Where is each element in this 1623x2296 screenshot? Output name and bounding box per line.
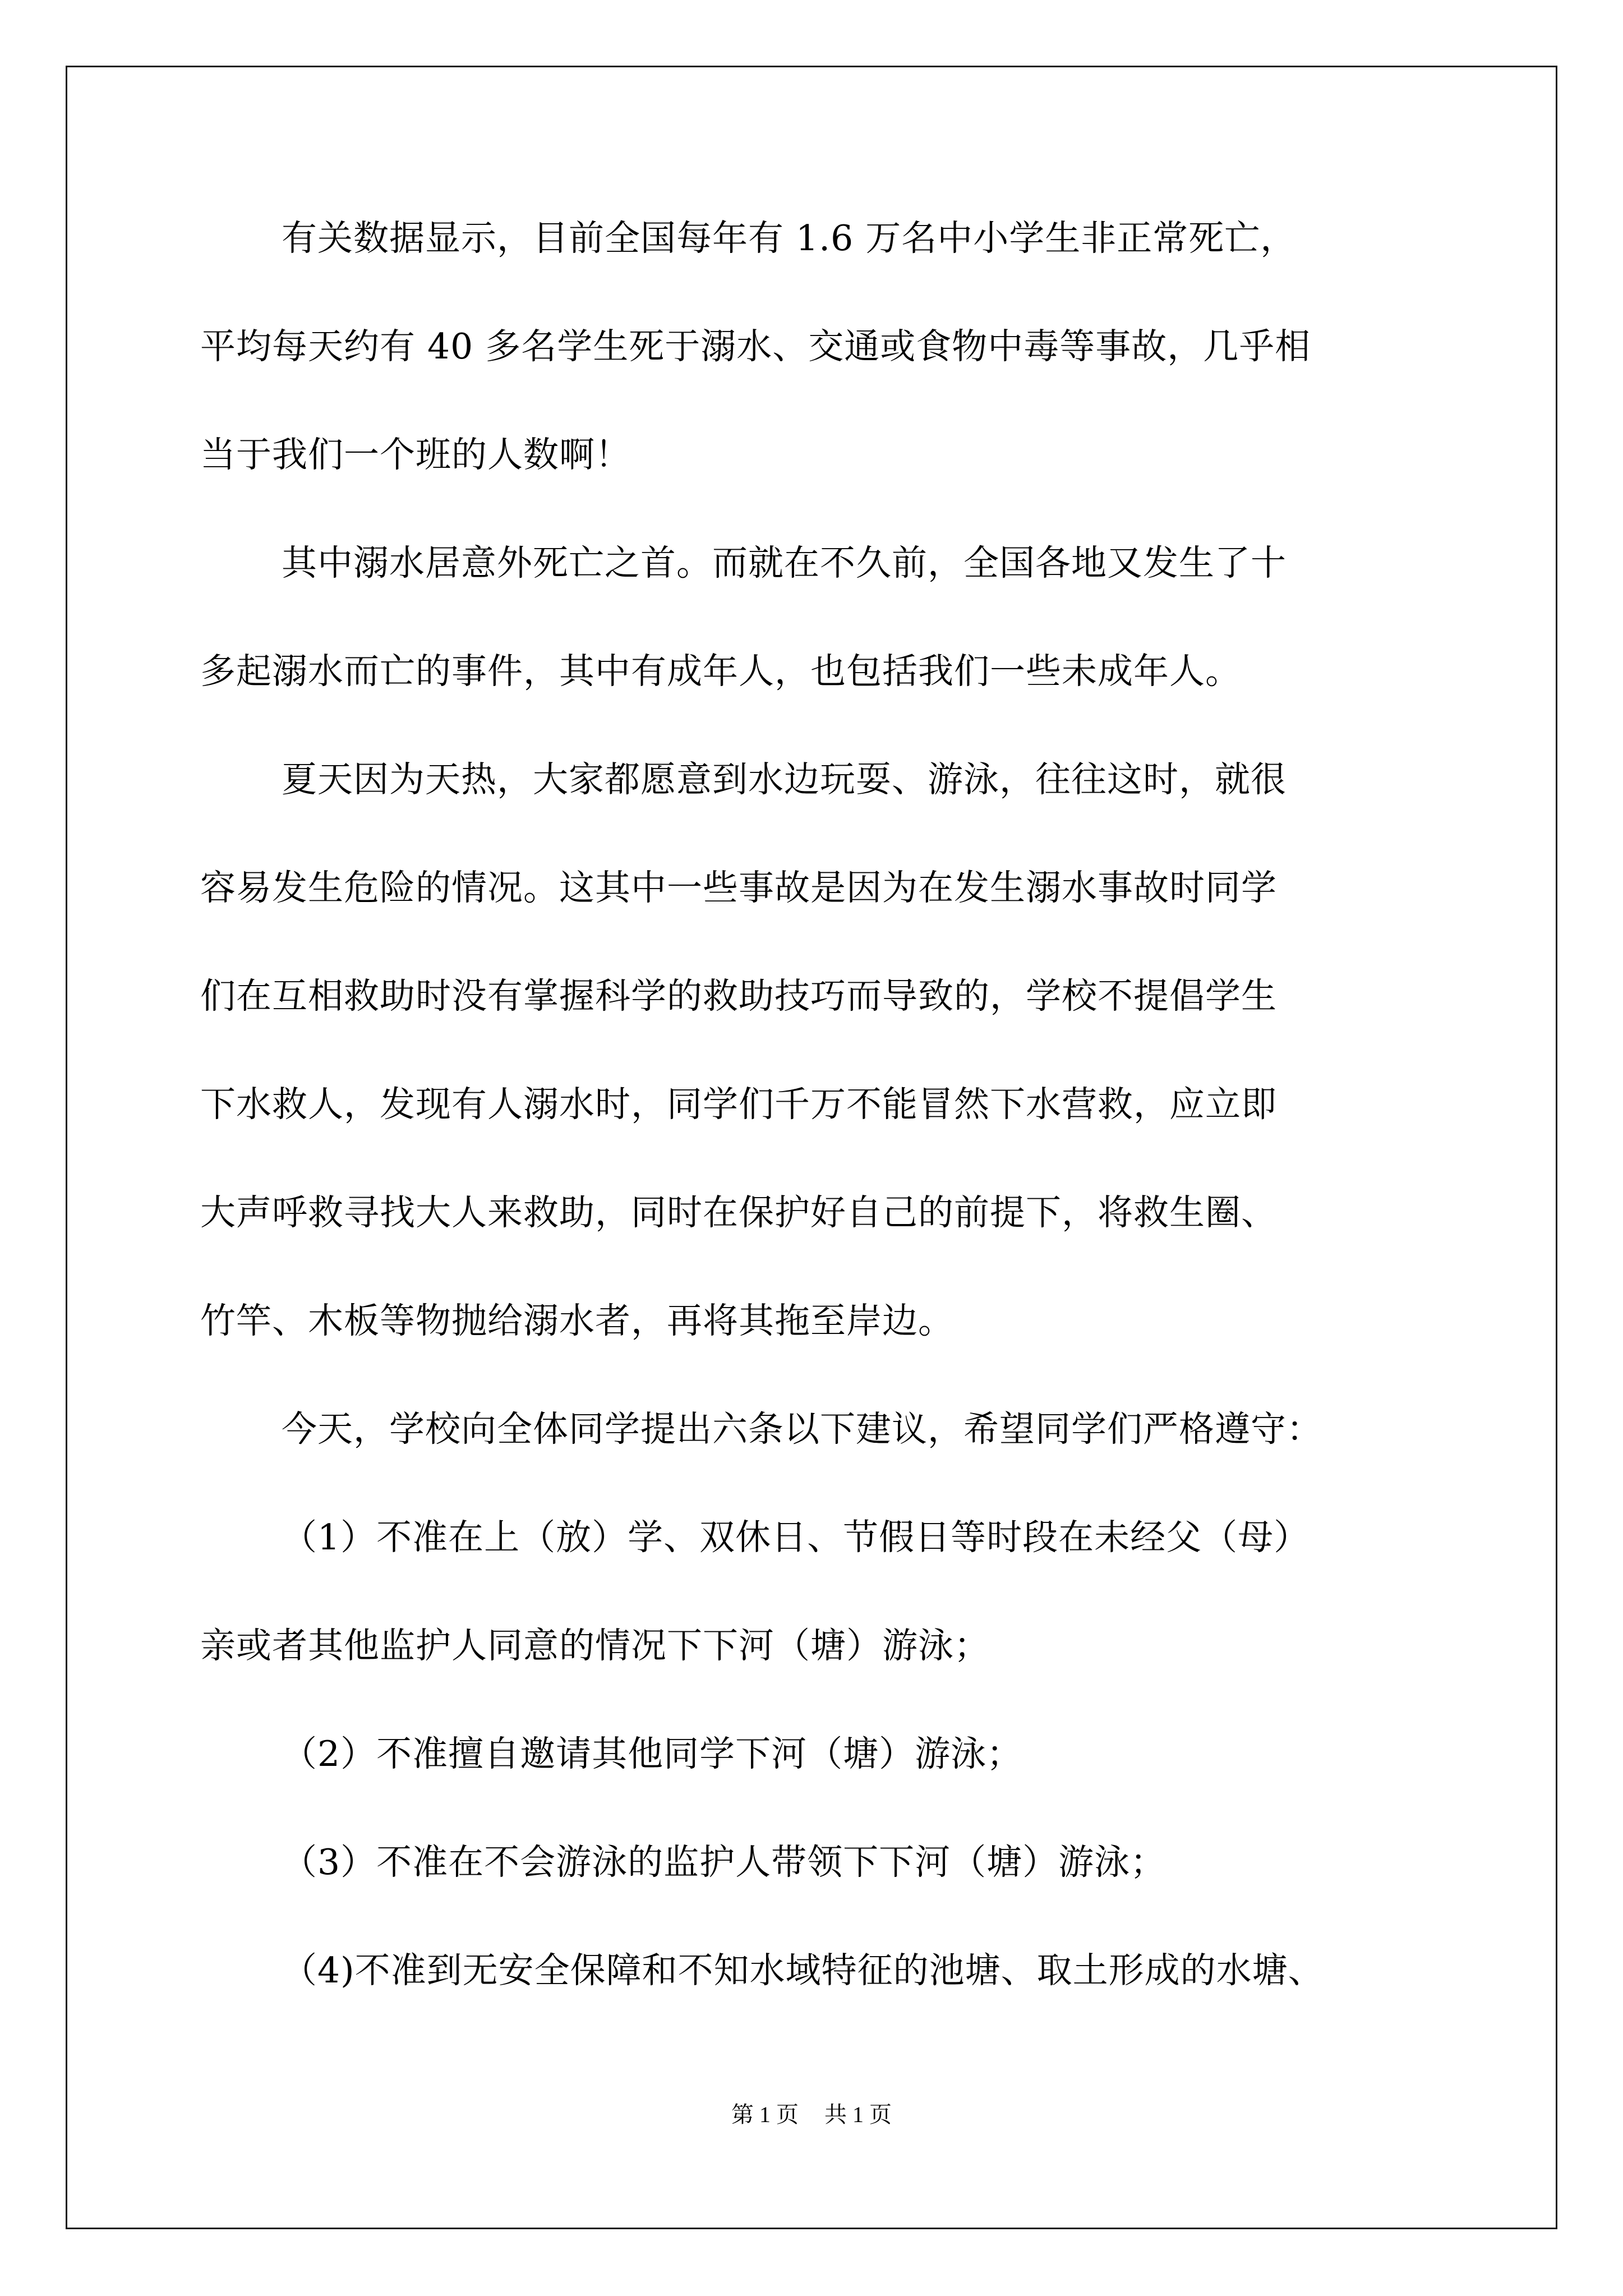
page-footer [0,2098,1623,2132]
paragraph-line: 们在互相救助时没有掌握科学的救助技巧而导致的，学校不提倡学生 [200,976,1277,1016]
paragraph-line: 今天，学校向全体同学提出六条以下建议，希望同学们严格遵守： [282,1409,1322,1450]
list-item-line: 亲或者其他监护人同意的情况下下河（塘）游泳； [200,1625,990,1666]
paragraph-line: 大声呼救寻找大人来救助，同时在保护好自己的前提下，将救生圈、 [200,1192,1277,1233]
list-item-line: （3）不准在不会游泳的监护人带领下下河（塘）游泳； [282,1842,1166,1883]
page-number: 第 1 页 [731,2102,799,2127]
paragraph-line: 有关数据显示，目前全国每年有 1.6 万名中小学生非正常死亡， [282,218,1297,259]
paragraph-line: 多起溺水而亡的事件，其中有成年人，也包括我们一些未成年人。 [200,651,1241,692]
page-border [66,66,1557,2229]
list-item-line: （1）不准在上（放）学、双休日、节假日等时段在未经父（母） [282,1517,1310,1558]
list-item-line: （4)不准到无安全保障和不知水域特征的池塘、取土形成的水塘、 [282,1950,1324,1991]
list-item-line: （2）不准擅自邀请其他同学下河（塘）游泳； [282,1733,1023,1774]
paragraph-line: 下水救人，发现有人溺水时，同学们千万不能冒然下水营救，应立即 [200,1084,1277,1125]
paragraph-line: 竹竿、木板等物抛给溺水者，再将其拖至岸边。 [200,1300,954,1341]
paragraph-line: 当于我们一个班的人数啊！ [200,434,631,475]
paragraph-line: 容易发生危险的情况。这其中一些事故是因为在发生溺水事故时同学 [200,867,1277,908]
total-pages: 共 1 页 [824,2102,892,2127]
paragraph-line: 夏天因为天热，大家都愿意到水边玩耍、游泳，往往这时，就很 [282,759,1287,800]
paragraph-line: 其中溺水居意外死亡之首。而就在不久前，全国各地又发生了十 [282,542,1287,583]
paragraph-line: 平均每天约有 40 多名学生死于溺水、交通或食物中毒等事故，几乎相 [200,326,1311,367]
